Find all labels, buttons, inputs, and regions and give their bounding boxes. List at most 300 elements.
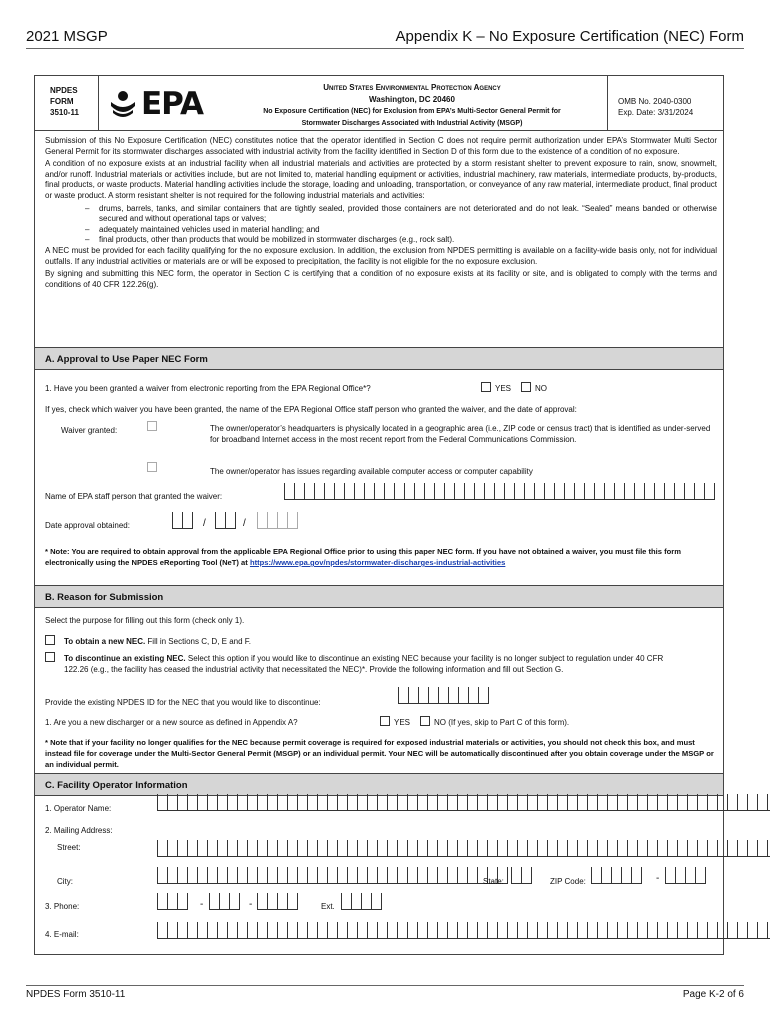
char-box[interactable] [417,867,427,884]
char-box[interactable] [237,922,247,939]
char-box[interactable] [737,840,747,857]
char-box[interactable] [727,794,737,811]
char-box[interactable] [537,794,547,811]
char-box[interactable] [448,687,458,704]
char-box[interactable] [527,794,537,811]
char-box[interactable] [307,867,317,884]
char-box[interactable] [757,922,767,939]
char-box[interactable] [424,483,434,500]
char-box[interactable] [647,840,657,857]
char-box[interactable] [657,794,667,811]
char-box[interactable] [507,794,517,811]
char-box[interactable] [438,687,448,704]
char-box[interactable] [601,867,611,884]
char-box[interactable] [177,867,187,884]
char-box[interactable] [697,840,707,857]
char-box[interactable] [677,922,687,939]
char-box[interactable] [277,794,287,811]
char-box[interactable] [597,922,607,939]
char-box[interactable] [547,840,557,857]
char-box[interactable] [747,840,757,857]
char-box[interactable] [227,840,237,857]
char-box[interactable] [657,922,667,939]
char-box[interactable] [297,867,307,884]
char-box[interactable] [667,794,677,811]
char-box[interactable] [584,483,594,500]
char-box[interactable] [197,867,207,884]
char-box[interactable] [511,867,521,884]
char-box[interactable] [607,922,617,939]
char-box[interactable] [487,922,497,939]
char-box[interactable] [597,794,607,811]
char-box[interactable] [717,922,727,939]
char-box[interactable] [387,840,397,857]
char-box[interactable] [654,483,664,500]
char-box[interactable] [327,840,337,857]
char-box[interactable] [631,867,642,884]
char-box[interactable] [537,922,547,939]
char-box[interactable] [209,893,219,910]
char-box[interactable] [547,794,557,811]
char-box[interactable] [327,867,337,884]
char-box[interactable] [197,922,207,939]
char-box[interactable] [207,840,217,857]
char-box[interactable] [474,483,484,500]
char-box[interactable] [454,483,464,500]
char-box[interactable] [677,794,687,811]
char-box[interactable] [507,840,517,857]
char-box[interactable] [457,922,467,939]
char-box[interactable] [497,794,507,811]
char-box[interactable] [377,922,387,939]
date-year-field[interactable] [257,512,298,530]
char-box[interactable] [167,922,177,939]
date-day-field[interactable] [215,512,236,530]
char-box[interactable] [167,840,177,857]
char-box[interactable] [477,840,487,857]
char-box[interactable] [287,840,297,857]
char-box[interactable] [587,794,597,811]
char-box[interactable] [685,867,695,884]
char-box[interactable] [294,483,304,500]
char-box[interactable] [257,867,267,884]
waiver-computer-checkbox[interactable] [147,462,157,472]
char-box[interactable] [287,512,298,529]
char-box[interactable] [694,483,704,500]
char-box[interactable] [674,483,684,500]
char-box[interactable] [557,922,567,939]
char-box[interactable] [257,840,267,857]
char-box[interactable] [677,840,687,857]
char-box[interactable] [527,840,537,857]
char-box[interactable] [514,483,524,500]
char-box[interactable] [457,867,467,884]
char-box[interactable] [344,483,354,500]
char-box[interactable] [337,922,347,939]
char-box[interactable] [337,867,347,884]
char-box[interactable] [387,794,397,811]
char-box[interactable] [695,867,706,884]
char-box[interactable] [257,512,267,529]
phone-line-field[interactable] [257,893,298,911]
char-box[interactable] [341,893,351,910]
char-box[interactable] [374,483,384,500]
char-box[interactable] [397,922,407,939]
char-box[interactable] [277,867,287,884]
char-box[interactable] [227,794,237,811]
char-box[interactable] [398,687,408,704]
char-box[interactable] [717,840,727,857]
char-box[interactable] [177,922,187,939]
char-box[interactable] [277,512,287,529]
char-box[interactable] [757,840,767,857]
char-box[interactable] [404,483,414,500]
char-box[interactable] [217,794,227,811]
char-box[interactable] [277,893,287,910]
char-box[interactable] [604,483,614,500]
char-box[interactable] [229,893,240,910]
char-box[interactable] [267,922,277,939]
char-box[interactable] [517,840,527,857]
char-box[interactable] [497,922,507,939]
char-box[interactable] [458,687,468,704]
char-box[interactable] [277,922,287,939]
char-box[interactable] [534,483,544,500]
char-box[interactable] [367,840,377,857]
char-box[interactable] [627,840,637,857]
char-box[interactable] [614,483,624,500]
char-box[interactable] [297,794,307,811]
char-box[interactable] [467,867,477,884]
phone-prefix-field[interactable] [209,893,240,911]
char-box[interactable] [447,794,457,811]
new-nec-checkbox[interactable] [45,635,55,645]
char-box[interactable] [484,483,494,500]
char-box[interactable] [287,794,297,811]
char-box[interactable] [157,922,167,939]
char-box[interactable] [637,840,647,857]
char-box[interactable] [407,840,417,857]
char-box[interactable] [427,867,437,884]
zip-field[interactable] [591,867,642,885]
char-box[interactable] [657,840,667,857]
char-box[interactable] [517,794,527,811]
char-box[interactable] [428,687,438,704]
char-box[interactable] [487,794,497,811]
char-box[interactable] [414,483,424,500]
char-box[interactable] [437,867,447,884]
char-box[interactable] [637,922,647,939]
char-box[interactable] [687,922,697,939]
char-box[interactable] [357,794,367,811]
char-box[interactable] [284,483,294,500]
char-box[interactable] [167,867,177,884]
char-box[interactable] [667,922,677,939]
char-box[interactable] [347,867,357,884]
char-box[interactable] [447,840,457,857]
email-field[interactable] [157,922,770,940]
street-field[interactable] [157,840,770,858]
char-box[interactable] [577,840,587,857]
char-box[interactable] [687,794,697,811]
staff-name-field[interactable] [284,483,715,501]
char-box[interactable] [687,840,697,857]
npdes-id-field[interactable] [398,687,489,705]
char-box[interactable] [257,922,267,939]
char-box[interactable] [707,840,717,857]
char-box[interactable] [347,840,357,857]
char-box[interactable] [607,840,617,857]
char-box[interactable] [567,840,577,857]
waiver-no-checkbox[interactable] [521,382,531,392]
char-box[interactable] [387,922,397,939]
char-box[interactable] [621,867,631,884]
char-box[interactable] [225,512,236,529]
char-box[interactable] [517,922,527,939]
char-box[interactable] [257,794,267,811]
char-box[interactable] [747,922,757,939]
char-box[interactable] [324,483,334,500]
char-box[interactable] [524,483,534,500]
char-box[interactable] [434,483,444,500]
char-box[interactable] [594,483,604,500]
char-box[interactable] [407,794,417,811]
char-box[interactable] [567,922,577,939]
discontinue-nec-checkbox[interactable] [45,652,55,662]
char-box[interactable] [477,794,487,811]
char-box[interactable] [384,483,394,500]
char-box[interactable] [537,840,547,857]
char-box[interactable] [437,794,447,811]
char-box[interactable] [167,893,177,910]
char-box[interactable] [544,483,554,500]
operator-name-field[interactable] [157,794,770,812]
char-box[interactable] [707,794,717,811]
char-box[interactable] [591,867,601,884]
char-box[interactable] [468,687,478,704]
char-box[interactable] [675,867,685,884]
char-box[interactable] [707,922,717,939]
char-box[interactable] [307,922,317,939]
ext-field[interactable] [341,893,382,911]
char-box[interactable] [507,922,517,939]
net-link[interactable]: https://www.epa.gov/npdes/stormwater-discharges-industrial-activities [249,558,506,567]
char-box[interactable] [437,840,447,857]
char-box[interactable] [317,922,327,939]
char-box[interactable] [215,512,225,529]
char-box[interactable] [554,483,564,500]
char-box[interactable] [367,867,377,884]
char-box[interactable] [297,922,307,939]
char-box[interactable] [197,840,207,857]
char-box[interactable] [427,922,437,939]
char-box[interactable] [487,840,497,857]
char-box[interactable] [427,794,437,811]
new-discharger-no-checkbox[interactable] [420,716,430,726]
phone-area-field[interactable] [157,893,188,911]
char-box[interactable] [607,794,617,811]
char-box[interactable] [557,794,567,811]
char-box[interactable] [417,840,427,857]
char-box[interactable] [447,867,457,884]
state-field[interactable] [511,867,532,885]
char-box[interactable] [307,840,317,857]
char-box[interactable] [557,840,567,857]
char-box[interactable] [647,922,657,939]
char-box[interactable] [337,794,347,811]
char-box[interactable] [664,483,674,500]
char-box[interactable] [351,893,361,910]
char-box[interactable] [317,794,327,811]
char-box[interactable] [247,794,257,811]
char-box[interactable] [478,687,489,704]
char-box[interactable] [267,840,277,857]
char-box[interactable] [227,867,237,884]
char-box[interactable] [617,922,627,939]
char-box[interactable] [177,840,187,857]
char-box[interactable] [457,840,467,857]
char-box[interactable] [397,867,407,884]
char-box[interactable] [267,867,277,884]
char-box[interactable] [407,867,417,884]
char-box[interactable] [297,840,307,857]
char-box[interactable] [354,483,364,500]
char-box[interactable] [527,922,537,939]
char-box[interactable] [287,893,298,910]
char-box[interactable] [267,512,277,529]
char-box[interactable] [247,922,257,939]
char-box[interactable] [157,867,167,884]
date-month-field[interactable] [172,512,193,530]
char-box[interactable] [437,922,447,939]
char-box[interactable] [577,922,587,939]
char-box[interactable] [172,512,182,529]
char-box[interactable] [317,867,327,884]
char-box[interactable] [177,794,187,811]
char-box[interactable] [357,840,367,857]
char-box[interactable] [187,922,197,939]
char-box[interactable] [187,867,197,884]
city-field[interactable] [157,867,508,885]
char-box[interactable] [157,794,167,811]
char-box[interactable] [467,922,477,939]
char-box[interactable] [314,483,324,500]
char-box[interactable] [617,794,627,811]
char-box[interactable] [477,922,487,939]
char-box[interactable] [697,922,707,939]
char-box[interactable] [444,483,454,500]
char-box[interactable] [357,867,367,884]
char-box[interactable] [287,867,297,884]
char-box[interactable] [521,867,532,884]
char-box[interactable] [457,794,467,811]
char-box[interactable] [567,794,577,811]
char-box[interactable] [227,922,237,939]
char-box[interactable] [317,840,327,857]
char-box[interactable] [624,483,634,500]
char-box[interactable] [467,794,477,811]
char-box[interactable] [357,922,367,939]
char-box[interactable] [647,794,657,811]
waiver-yes-checkbox[interactable] [481,382,491,392]
char-box[interactable] [157,893,167,910]
char-box[interactable] [397,840,407,857]
char-box[interactable] [217,922,227,939]
char-box[interactable] [237,840,247,857]
char-box[interactable] [237,867,247,884]
char-box[interactable] [187,794,197,811]
char-box[interactable] [237,794,247,811]
char-box[interactable] [574,483,584,500]
char-box[interactable] [187,840,197,857]
char-box[interactable] [564,483,574,500]
char-box[interactable] [727,922,737,939]
char-box[interactable] [397,794,407,811]
char-box[interactable] [665,867,675,884]
char-box[interactable] [757,794,767,811]
char-box[interactable] [277,840,287,857]
char-box[interactable] [577,794,587,811]
char-box[interactable] [267,794,277,811]
char-box[interactable] [367,794,377,811]
char-box[interactable] [697,794,707,811]
char-box[interactable] [217,867,227,884]
char-box[interactable] [617,840,627,857]
char-box[interactable] [464,483,474,500]
char-box[interactable] [347,794,357,811]
char-box[interactable] [157,840,167,857]
char-box[interactable] [219,893,229,910]
char-box[interactable] [597,840,607,857]
char-box[interactable] [337,840,347,857]
char-box[interactable] [727,840,737,857]
char-box[interactable] [347,922,357,939]
char-box[interactable] [304,483,314,500]
char-box[interactable] [361,893,371,910]
char-box[interactable] [547,922,557,939]
char-box[interactable] [611,867,621,884]
char-box[interactable] [737,794,747,811]
char-box[interactable] [377,840,387,857]
char-box[interactable] [467,840,477,857]
char-box[interactable] [247,867,257,884]
char-box[interactable] [704,483,715,500]
char-box[interactable] [207,794,217,811]
char-box[interactable] [737,922,747,939]
waiver-broadband-checkbox[interactable] [147,421,157,431]
char-box[interactable] [408,687,418,704]
char-box[interactable] [217,840,227,857]
char-box[interactable] [627,794,637,811]
char-box[interactable] [667,840,677,857]
char-box[interactable] [418,687,428,704]
char-box[interactable] [387,867,397,884]
char-box[interactable] [587,922,597,939]
char-box[interactable] [307,794,317,811]
char-box[interactable] [207,922,217,939]
char-box[interactable] [494,483,504,500]
char-box[interactable] [504,483,514,500]
char-box[interactable] [427,840,437,857]
char-box[interactable] [197,794,207,811]
char-box[interactable] [177,893,188,910]
char-box[interactable] [327,794,337,811]
char-box[interactable] [637,794,647,811]
char-box[interactable] [417,922,427,939]
char-box[interactable] [167,794,177,811]
char-box[interactable] [497,840,507,857]
char-box[interactable] [447,922,457,939]
